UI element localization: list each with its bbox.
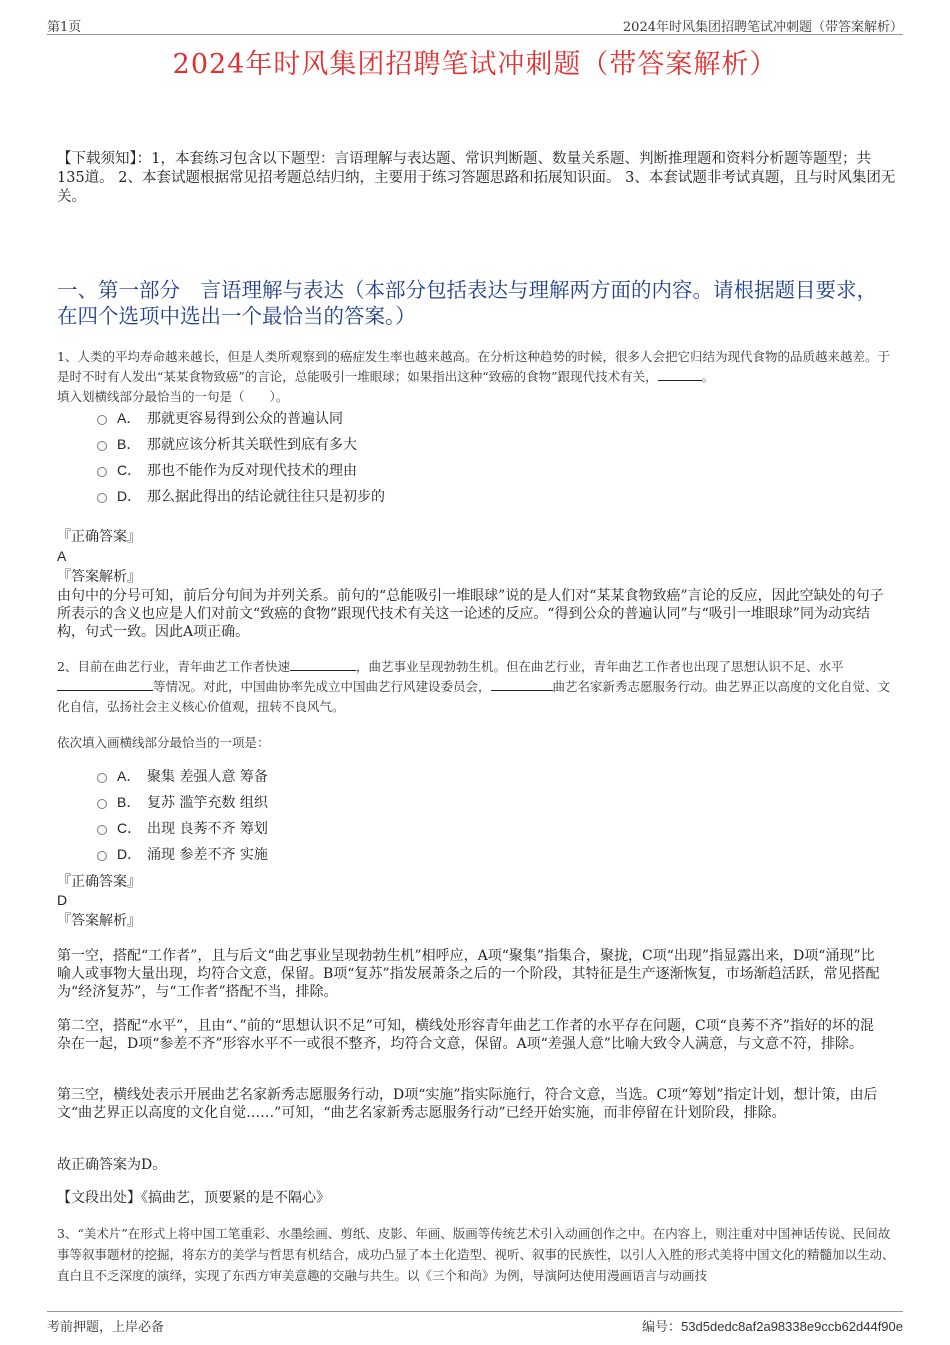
option-a[interactable] (97, 405, 857, 431)
page-footer (47, 1311, 903, 1334)
option-text: 那就更容易得到公众的普遍认同 (147, 411, 343, 427)
option-letter: A． (117, 768, 141, 784)
code-label: 编号： (642, 1320, 682, 1335)
option-text: 那么据此得出的结论就往往只是初步的 (147, 489, 385, 505)
radio-button[interactable] (97, 493, 107, 503)
radio-button[interactable] (97, 467, 107, 477)
answer-blank (290, 658, 356, 671)
option-b[interactable] (97, 431, 857, 457)
header-doc-title: 2024年时风集团招聘笔试冲刺题（带答案解析） (622, 20, 903, 35)
answer-blank (658, 368, 702, 381)
option-text: 涌现 参差不齐 实施 (147, 847, 268, 863)
page-number: 第1页 (47, 20, 82, 35)
question-2-prompt: 依次填入画横线部分最恰当的一项是： (57, 735, 270, 750)
analysis-conclusion: 故正确答案为D。 (57, 1157, 167, 1173)
option-b[interactable] (97, 789, 857, 815)
analysis-paragraph-1: 第一空，搭配“工作者”，且与后文“曲艺事业呈现勃勃生机”相呼应，A项“聚集”指集合，聚拢，C项“出现”指显露出来，D项“涌现”比喻人或事物大量出现，均符合文意，保留。B项“复苏”指发展萧条之后的一个阶段，其特征是生产逐渐恢复，市场渐趋活跃，常见搭配为“经济复苏”，与“工作者”搭配不当，排除。 (57, 948, 880, 1000)
question-2-stem (57, 657, 897, 717)
correct-answer: D (57, 892, 68, 908)
option-letter: C． (117, 462, 142, 478)
analysis-label: 『答案解析』 (57, 569, 141, 585)
radio-button[interactable] (97, 851, 107, 861)
option-text: 那就应该分析其关联性到底有多大 (147, 437, 357, 453)
correct-answer-label: 『正确答案』 (57, 529, 141, 545)
option-d[interactable] (97, 483, 857, 509)
question-1-stem-text: 1、人类的平均寿命越来越长，但是人类所观察到的癌症发生率也越来越高。在分析这种趋势的时候，很多人会把它归结为现代食物的品质越来越差。于是时不时有人发出“某某食物致癌”的言论，总能吸引一堆眼球；如果指出这种“致癌的食物”跟现代技术有关， (57, 349, 890, 384)
correct-answer-label: 『正确答案』 (57, 874, 141, 890)
option-d[interactable] (97, 841, 857, 867)
option-c[interactable] (97, 815, 857, 841)
analysis-text: 由句中的分号可知，前后分句间为并列关系。前句的“总能吸引一堆眼球”说的是人们对“某某食物致癌”言论的反应，因此空缺处的句子所表示的含义也应是人们对前文“致癌的食物”跟现代技术有关这一论述的反应。“得到公众的普遍认同”与“吸引一堆眼球”同为动宾结构，句式一致。因此A项正确。 (57, 588, 884, 640)
option-a[interactable] (97, 763, 857, 789)
option-letter: D． (117, 488, 142, 504)
option-letter: B． (117, 436, 141, 452)
option-text: 复苏 滥竽充数 组织 (147, 795, 268, 811)
page-header (47, 12, 903, 35)
footer-slogan: 考前押题，上岸必备 (47, 1320, 165, 1335)
question-1-prompt: 填入划横线部分最恰当的一句是（ ）。 (57, 389, 289, 404)
question-2-stem-text-4: 曲艺名家新秀志愿服务行动。曲艺界正以高度的文化自觉、文化自信，弘扬社会主义核心价值观，扭转不良风气。 (57, 679, 891, 714)
question-1-options (97, 405, 857, 509)
question-1-stem-end: 。 (701, 369, 715, 384)
answer-blank (57, 678, 153, 691)
section-heading: 一、第一部分 言语理解与表达（本部分包括表达与理解两方面的内容。请根据题目要求，在四个选项中选出一个最恰当的答案。） (57, 278, 877, 328)
download-notice: 【下载须知】：1，本套练习包含以下题型：言语理解与表达题、常识判断题、数量关系题、判断推理题和资料分析题等题型；共135道。 2、本套试题根据常见招考题总结归纳，主要用于练习答题思路和拓展知识面。 3、本套试题非考试真题，且与时风集团无关。 (57, 151, 896, 205)
option-letter: B． (117, 794, 141, 810)
question-2-stem-text: 2、目前在曲艺行业，青年曲艺工作者快速 (57, 659, 290, 674)
analysis-paragraph-2: 第二空，搭配“水平”，且由“、”前的“思想认识不足”可知，横线处形容青年曲艺工作者的水平存在问题，C项“良莠不齐”指好的坏的混杂在一起，D项“参差不齐”形容水平不一或很不整齐，均符合文意，保留。A项“差强人意”比喻大致令人满意，与文意不符，排除。 (57, 1018, 874, 1052)
radio-button[interactable] (97, 825, 107, 835)
analysis-paragraph-3: 第三空，横线处表示开展曲艺名家新秀志愿服务行动，D项“实施”指实际施行，符合文意，当选。C项“筹划”指定计划，想计策，由后文“曲艺界正以高度的文化自觉……”可知，“曲艺名家新秀志愿服务行动”已经开始实施，而非停留在计划阶段，排除。 (57, 1087, 878, 1121)
question-2-options (97, 763, 857, 867)
answer-blank (491, 678, 553, 691)
option-c[interactable] (97, 457, 857, 483)
option-text: 出现 良莠不齐 筹划 (147, 821, 268, 837)
radio-button[interactable] (97, 773, 107, 783)
radio-button[interactable] (97, 415, 107, 425)
analysis-label: 『答案解析』 (57, 913, 141, 929)
option-letter: A． (117, 410, 141, 426)
option-letter: D． (117, 846, 142, 862)
option-text: 那也不能作为反对现代技术的理由 (147, 463, 357, 479)
code-value: 53d5dedc8af2a98338e9ccb62d44f90e (681, 1319, 903, 1334)
passage-source: 【文段出处】《搞曲艺，顶要紧的是不隔心》 (57, 1190, 330, 1206)
question-2-stem-text-2: ，曲艺事业呈现勃勃生机。但在曲艺行业，青年曲艺工作者也出现了思想认识不足、水平 (355, 659, 844, 674)
radio-button[interactable] (97, 799, 107, 809)
document-title: 2024年时风集团招聘笔试冲刺题（带答案解析） (172, 49, 778, 80)
document-code (642, 1316, 903, 1335)
correct-answer: A (57, 548, 67, 564)
question-3-stem: 3、“美术片”在形式上将中国工笔重彩、水墨绘画、剪纸、皮影、年画、版画等传统艺术引入动画创作之中。在内容上，则注重对中国神话传说、民间故事等叙事题材的挖掘，将东方的美学与哲思有机结合，成功凸显了本土化造型、视听、叙事的民族性，以引人入胜的形式美将中国文化的精髓加以生动、直白且不乏深度的演绎，实现了东西方审美意趣的交融与共生。以《三个和尚》为例，导演阿达使用漫画语言与动画技 (57, 1226, 895, 1283)
question-2-stem-text-3: 等情况。对此，中国曲协率先成立中国曲艺行风建设委员会， (153, 679, 491, 694)
question-1-stem (57, 347, 897, 387)
option-text: 聚集 差强人意 筹备 (147, 769, 268, 785)
option-letter: C． (117, 820, 142, 836)
radio-button[interactable] (97, 441, 107, 451)
